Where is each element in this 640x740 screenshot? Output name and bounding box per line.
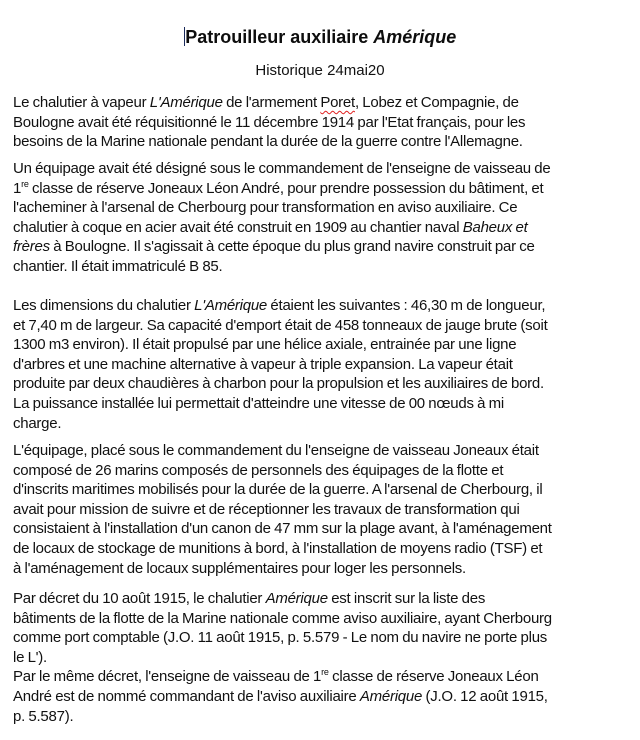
text-line: d'inscrits maritimes mobilisés pour la durée de la guerre. A l'arsenal de Cherbourg, il: [13, 481, 543, 499]
text-line: Par décret du 10 août 1915, le chalutier Amérique est inscrit sur la liste des: [13, 590, 486, 607]
paragraph-dimensions: [13, 296, 628, 433]
title-ship-name: Amérique: [373, 27, 457, 47]
text-line: le L').: [13, 648, 47, 666]
paragraph-crew-assignment: [13, 159, 628, 277]
text-line: André est de nommé commandant de l'aviso auxiliaire Amérique (J.O. 12 août 1915,: [13, 687, 548, 705]
spellcheck-flagged-word[interactable]: Poret: [320, 94, 355, 111]
text-line: chantier. Il était immatriculé B 85.: [13, 257, 223, 275]
text-line: consistaient à l'installation d'un canon de 47 mm sur la plage avant, à l'aménagement: [13, 520, 552, 538]
text-line: l'acheminer à l'arsenal de Cherbourg pour transformation en aviso auxiliaire. Ce: [13, 199, 518, 217]
paragraph-crew-mission: [13, 441, 628, 578]
text-line: Boulogne avait été réquisitionné le 11 décembre 1914 par l'Etat français, pour les: [13, 113, 526, 131]
text-line: L'équipage, placé sous le commandement du l'enseigne de vaisseau Joneaux était: [13, 442, 539, 459]
superscript: re: [321, 667, 329, 678]
text-line: charge.: [13, 414, 62, 432]
text-line: bâtiments de la flotte de la Marine nationale comme aviso auxiliaire, ayant Cherbourg: [13, 609, 552, 627]
text-line: à l'aménagement de locaux supplémentaires pour loger les personnels.: [13, 559, 466, 577]
italic-text: Amérique: [265, 590, 328, 607]
text-line: composé de 26 marins composés de personnels des équipages de la flotte et: [13, 461, 504, 479]
title-text: Patrouilleur auxiliaire: [185, 27, 374, 47]
text-line: et 7,40 m de largeur. Sa capacité d'emport était de 458 tonneaux de jauge brute (soit: [13, 316, 548, 334]
document-subtitle: Historique 24mai20: [255, 62, 385, 79]
text-line: chalutier à coque en acier avait été construit en 1909 au chantier naval Baheux et: [13, 218, 528, 236]
superscript: re: [21, 178, 29, 189]
text-line: produite par deux chaudières à charbon pour la propulsion et les auxiliaires de bord.: [13, 375, 544, 393]
document-title: [0, 25, 640, 49]
text-line: Le chalutier à vapeur L'Amérique de l'armement Poret, Lobez et Compagnie, de: [13, 94, 519, 111]
text-line: avait pour mission de suivre et de réceptionner les travaux de transformation qui: [13, 500, 520, 518]
text-line: 1re classe de réserve Joneaux Léon André, pour prendre possession du bâtiment, et: [13, 178, 544, 197]
text-line: La puissance installée lui permettait d'atteindre une vitesse de 00 nœuds à mi: [13, 394, 504, 412]
paragraph-decree: [13, 589, 628, 726]
text-line: d'arbres et une machine alternative à vapeur à triple expansion. La vapeur était: [13, 355, 513, 373]
text-line: comme port comptable (J.O. 11 août 1915, p. 5.579 - Le nom du navire ne porte plus: [13, 629, 548, 647]
italic-text: frères: [13, 238, 50, 256]
text-line: p. 5.587).: [13, 707, 74, 725]
italic-text: Baheux et: [462, 218, 528, 236]
text-line: Un équipage avait été désigné sous le commandement de l'enseigne de vaisseau de: [13, 160, 551, 177]
text-line: de locaux de stockage de munitions à bord, à l'installation de moyens radio (TSF) et: [13, 539, 543, 557]
italic-text: L'Amérique: [194, 297, 268, 314]
italic-text: L'Amérique: [149, 94, 223, 111]
text-line: 1300 m3 environ). Il était propulsé par une hélice axiale, entrainée par une ligne: [13, 336, 517, 354]
text-line: besoins de la Marine nationale pendant la durée de la guerre contre l'Allemagne.: [13, 133, 523, 151]
paragraph-requisition: [13, 93, 628, 152]
text-line: Les dimensions du chalutier L'Amérique étaient les suivantes : 46,30 m de longueur,: [13, 297, 546, 314]
text-line: Par le même décret, l'enseigne de vaisseau de 1re classe de réserve Joneaux Léon: [13, 667, 539, 686]
italic-text: Amérique: [359, 687, 423, 705]
text-line: frères à Boulogne. Il s'agissait à cette époque du plus grand navire construit par ce: [13, 238, 535, 256]
